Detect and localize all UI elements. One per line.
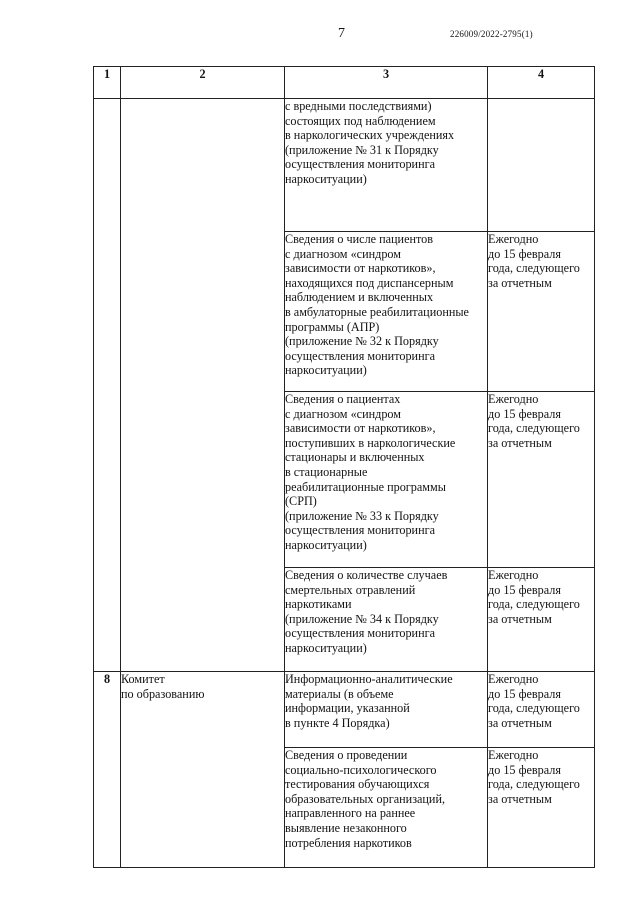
column-header-3: 3: [285, 67, 488, 99]
deadline-cell: Ежегодно до 15 февраля года, следующего за отчетным: [488, 392, 595, 568]
deadline-cell: Ежегодно до 15 февраля года, следующего за отчетным: [488, 568, 595, 672]
page-number: 7: [338, 26, 345, 41]
column-header-2: 2: [121, 67, 285, 99]
information-cell: Сведения о числе пациентов с диагнозом «синдром зависимости от наркотиков», находящихся под диспансерным наблюдением и включенных в амбулаторные реабилитационные программы (АПР) (приложение № 32 к Порядку осуществления мониторинга наркоситуации): [285, 232, 488, 392]
table-header-row: [94, 67, 595, 99]
table-row: [94, 672, 595, 748]
column-header-1: 1: [94, 67, 121, 99]
organization-cell: Комитет по образованию: [121, 672, 285, 868]
deadline-cell: Ежегодно до 15 февраля года, следующего за отчетным: [488, 232, 595, 392]
table-row: [94, 99, 595, 232]
information-cell: Сведения о проведении социально-психологического тестирования обучающихся образовательных организаций, направленного на раннее выявление незаконного потребления наркотиков: [285, 748, 488, 868]
document-code: 226009/2022-2795(1): [450, 29, 533, 39]
row-number-cell: [94, 99, 121, 672]
information-cell: Сведения о количестве случаев смертельных отравлений наркотиками (приложение № 34 к Порядку осуществления мониторинга наркоситуации): [285, 568, 488, 672]
row-number-cell: 8: [94, 672, 121, 868]
organization-cell: [121, 99, 285, 672]
deadline-cell: [488, 99, 595, 232]
information-cell: Информационно-аналитические материалы (в объеме информации, указанной в пункте 4 Порядка): [285, 672, 488, 748]
information-cell: Сведения о пациентах с диагнозом «синдром зависимости от наркотиков», поступивших в наркологические стационары и включенных в стационарные реабилитационные программы (СРП) (приложение № 33 к Порядку осуществления мониторинга наркоситуации): [285, 392, 488, 568]
monitoring-table: [93, 66, 595, 868]
column-header-4: 4: [488, 67, 595, 99]
information-cell: с вредными последствиями) состоящих под наблюдением в наркологических учреждениях (приложение № 31 к Порядку осуществления мониторинга наркоситуации): [285, 99, 488, 232]
deadline-cell: Ежегодно до 15 февраля года, следующего за отчетным: [488, 748, 595, 868]
deadline-cell: Ежегодно до 15 февраля года, следующего за отчетным: [488, 672, 595, 748]
